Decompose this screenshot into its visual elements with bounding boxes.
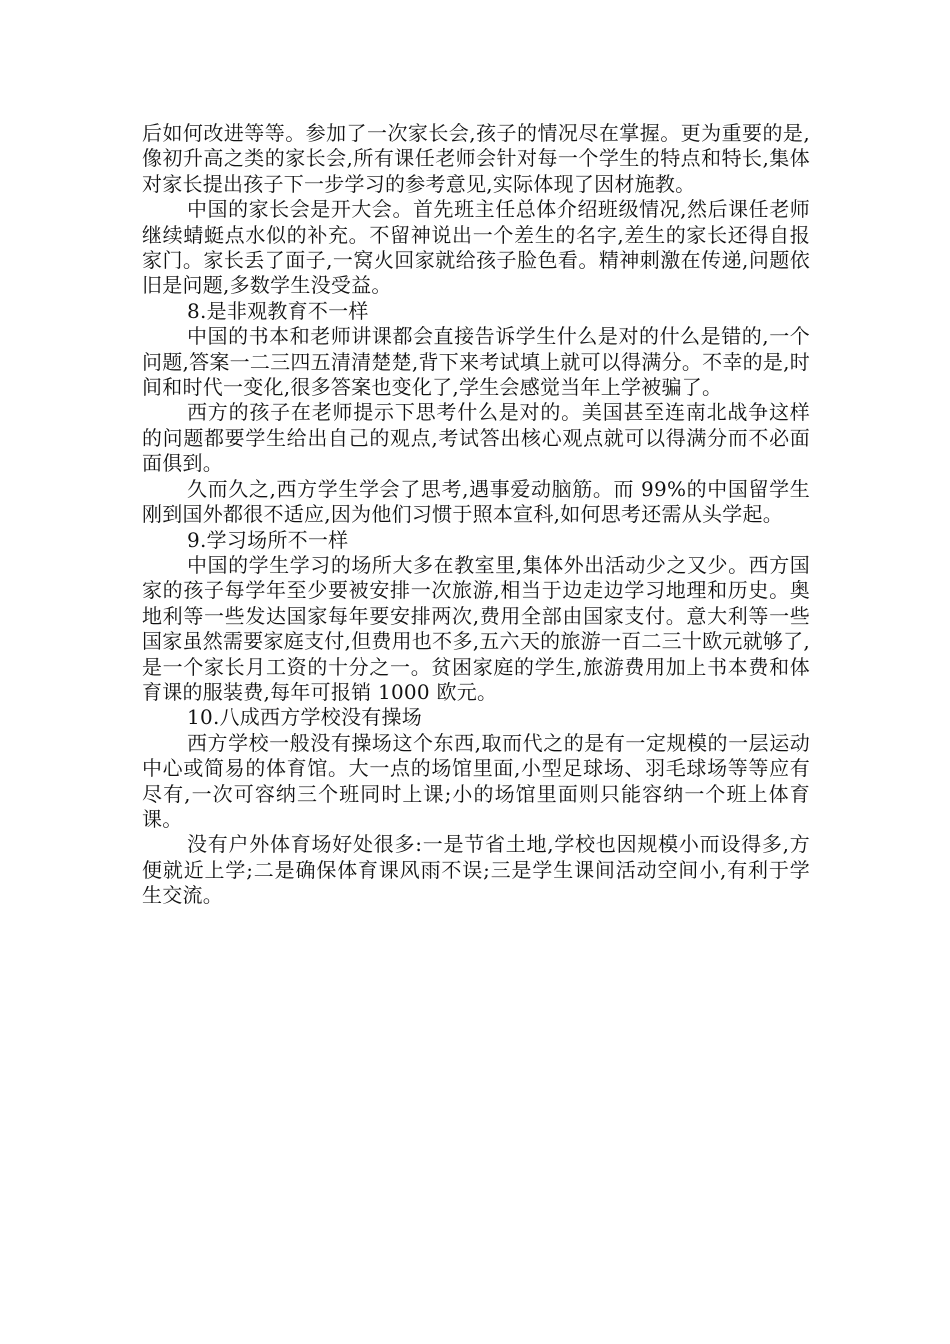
paragraph-learning-places: 中国的学生学习的场所大多在教室里,集体外出活动少之又少。西方国家的孩子每学年至少要被安排一次旅游,相当于边走边学习地理和历史。奥地利等一些发达国家每年要安排两次,费用全部由国家支付。意大利等一些国家虽然需要家庭支付,但费用也不多,五六天的旅游一百二三十欧元就够了,是一个家长月工资的十分之一。贫困家庭的学生,旅游费用加上书本费和体育课的服装费,每年可报销 1000 欧元。 (142, 552, 810, 704)
paragraph-benefits: 没有户外体育场好处很多:一是节省土地,学校也因规模小而设得多,方便就近上学;二是确保体育课风雨不误;三是学生课间活动空间小,有利于学生交流。 (142, 832, 810, 908)
document-body (142, 121, 810, 909)
paragraph-study-abroad: 久而久之,西方学生学会了思考,遇事爱动脑筋。而 99%的中国留学生刚到国外都很不适应,因为他们习惯于照本宣科,如何思考还需从头学起。 (142, 476, 810, 527)
section-heading-10: 10.八成西方学校没有操场 (187, 705, 423, 730)
paragraph-sports-centers: 西方学校一般没有操场这个东西,取而代之的是有一定规模的一层运动中心或简易的体育馆。大一点的场馆里面,小型足球场、羽毛球场等等应有尽有,一次可容纳三个班同时上课;小的场馆里面则只能容纳一个班上体育课。 (142, 730, 810, 831)
section-heading-9: 9.学习场所不一样 (187, 527, 349, 552)
paragraph-western-thinking: 西方的孩子在老师提示下思考什么是对的。美国甚至连南北战争这样的问题都要学生给出自己的观点,考试答出核心观点就可以得满分而不必面面俱到。 (142, 400, 810, 476)
section-heading-8: 8.是非观教育不一样 (187, 298, 369, 323)
paragraph-chinese-parent-meeting: 中国的家长会是开大会。首先班主任总体介绍班级情况,然后课任老师继续蜻蜓点水似的补充。不留神说出一个差生的名字,差生的家长还得自报家门。家长丢了面子,一窝火回家就给孩子脸色看。精神刺激在传递,问题依旧是问题,多数学生没受益。 (142, 197, 810, 298)
paragraph-chinese-teaching: 中国的书本和老师讲课都会直接告诉学生什么是对的什么是错的,一个问题,答案一二三四五清清楚楚,背下来考试填上就可以得满分。不幸的是,时间和时代一变化,很多答案也变化了,学生会感觉当年上学被骗了。 (142, 324, 810, 400)
paragraph-parent-meeting-continued: 后如何改进等等。参加了一次家长会,孩子的情况尽在掌握。更为重要的是,像初升高之类的家长会,所有课任老师会针对每一个学生的特点和特长,集体对家长提出孩子下一步学习的参考意见,实际体现了因材施教。 (142, 121, 810, 196)
